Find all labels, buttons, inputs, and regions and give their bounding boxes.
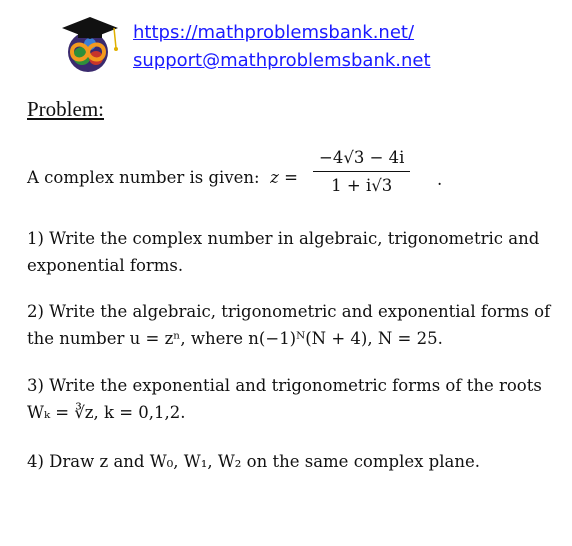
- support-email-link[interactable]: support@mathproblemsbank.net: [133, 50, 431, 71]
- fraction-denominator: 1 + i√3: [331, 176, 393, 195]
- problem-intro: [27, 148, 557, 208]
- task-4: 4) Draw z and W₀, W₁, W₂ on the same complex plane.: [27, 452, 480, 471]
- fraction-numerator: −4√3 − 4i: [313, 148, 410, 172]
- intro-statement: [27, 168, 298, 187]
- variable-z: z: [270, 168, 279, 187]
- intro-label: A complex number is given:: [27, 168, 260, 187]
- equals-sign: =: [284, 168, 298, 187]
- problem-heading: Problem:: [27, 97, 104, 121]
- task-3: 3) Write the exponential and trigonometric forms of the roots Wₖ = ∛z, k = 0,1,2.: [27, 376, 542, 422]
- header-links: [133, 19, 431, 75]
- task-1: 1) Write the complex number in algebraic, trigonometric and exponential forms.: [27, 229, 540, 275]
- fraction: [313, 148, 410, 195]
- site-logo: [58, 14, 122, 76]
- website-link[interactable]: https://mathproblemsbank.net/: [133, 22, 415, 43]
- graduation-cap-infinity-icon: [58, 14, 122, 76]
- task-2: 2) Write the algebraic, trigonometric and exponential forms of the number u = zⁿ, where n(−1)ᴺ(N + 4), N = 25.: [27, 302, 551, 348]
- statement-period: .: [437, 170, 443, 189]
